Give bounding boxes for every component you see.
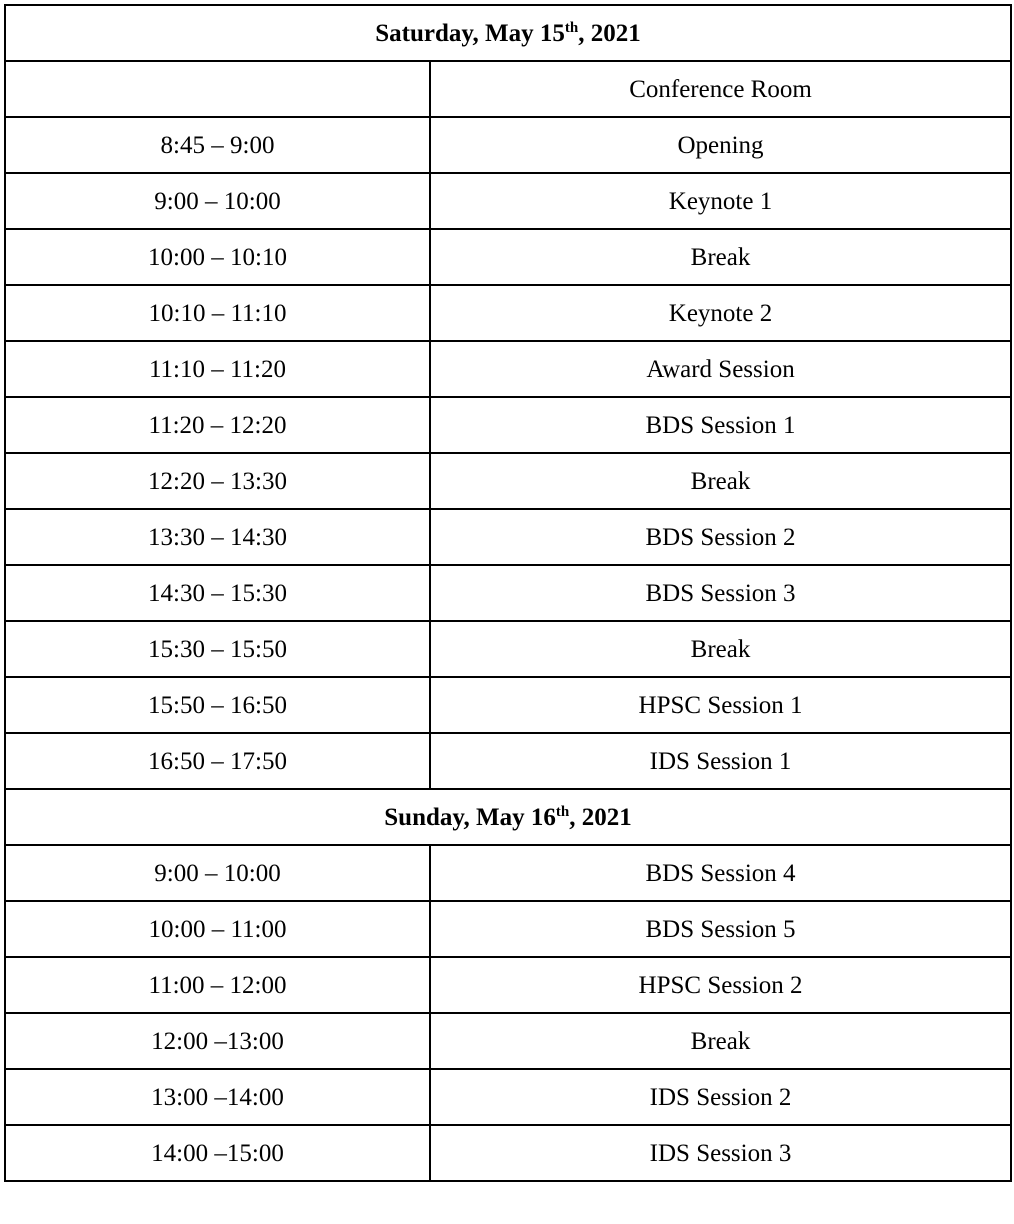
event-cell: Break: [430, 229, 1011, 285]
event-cell: Keynote 2: [430, 285, 1011, 341]
day-header-date: Saturday, May 15: [375, 19, 565, 47]
table-row: [5, 1069, 1011, 1125]
time-cell: 12:20 – 13:30: [5, 453, 430, 509]
time-cell: 10:10 – 11:10: [5, 285, 430, 341]
column-header-room: Conference Room: [430, 61, 1011, 117]
event-cell: Keynote 1: [430, 173, 1011, 229]
event-cell: Break: [430, 1013, 1011, 1069]
time-cell: 9:00 – 10:00: [5, 845, 430, 901]
day-header-row-saturday: [5, 5, 1011, 61]
day-header-row-sunday: [5, 789, 1011, 845]
event-cell: IDS Session 1: [430, 733, 1011, 789]
column-header-row: [5, 61, 1011, 117]
event-cell: IDS Session 2: [430, 1069, 1011, 1125]
event-cell: IDS Session 3: [430, 1125, 1011, 1181]
schedule-table: [4, 4, 1012, 1182]
event-cell: HPSC Session 1: [430, 677, 1011, 733]
day-header-saturday: [5, 5, 1011, 61]
time-cell: 9:00 – 10:00: [5, 173, 430, 229]
table-row: [5, 173, 1011, 229]
time-cell: 11:20 – 12:20: [5, 397, 430, 453]
time-cell: 8:45 – 9:00: [5, 117, 430, 173]
time-cell: 10:00 – 10:10: [5, 229, 430, 285]
event-cell: BDS Session 3: [430, 565, 1011, 621]
table-row: [5, 957, 1011, 1013]
time-cell: 16:50 – 17:50: [5, 733, 430, 789]
table-row: [5, 565, 1011, 621]
day-header-year: , 2021: [569, 803, 632, 831]
table-row: [5, 733, 1011, 789]
event-cell: Award Session: [430, 341, 1011, 397]
time-cell: 13:30 – 14:30: [5, 509, 430, 565]
event-cell: Opening: [430, 117, 1011, 173]
time-cell: 11:10 – 11:20: [5, 341, 430, 397]
time-cell: 15:50 – 16:50: [5, 677, 430, 733]
table-row: [5, 229, 1011, 285]
day-header-year: , 2021: [578, 19, 641, 47]
table-row: [5, 285, 1011, 341]
table-row: [5, 1013, 1011, 1069]
ordinal-suffix: th: [555, 803, 570, 820]
schedule-body: [5, 5, 1011, 1181]
event-cell: Break: [430, 453, 1011, 509]
table-row: [5, 677, 1011, 733]
table-row: [5, 341, 1011, 397]
table-row: [5, 397, 1011, 453]
table-row: [5, 117, 1011, 173]
time-cell: 15:30 – 15:50: [5, 621, 430, 677]
time-cell: 12:00 –13:00: [5, 1013, 430, 1069]
time-cell: 14:00 –15:00: [5, 1125, 430, 1181]
table-row: [5, 901, 1011, 957]
table-row: [5, 1125, 1011, 1181]
event-cell: BDS Session 2: [430, 509, 1011, 565]
time-cell: 11:00 – 12:00: [5, 957, 430, 1013]
column-header-time: [5, 61, 430, 117]
event-cell: BDS Session 5: [430, 901, 1011, 957]
table-row: [5, 509, 1011, 565]
table-row: [5, 621, 1011, 677]
day-header-sunday: [5, 789, 1011, 845]
time-cell: 13:00 –14:00: [5, 1069, 430, 1125]
event-cell: BDS Session 4: [430, 845, 1011, 901]
table-row: [5, 845, 1011, 901]
time-cell: 10:00 – 11:00: [5, 901, 430, 957]
event-cell: HPSC Session 2: [430, 957, 1011, 1013]
time-cell: 14:30 – 15:30: [5, 565, 430, 621]
day-header-date: Sunday, May 16: [384, 803, 556, 831]
table-row: [5, 453, 1011, 509]
ordinal-suffix: th: [564, 19, 579, 36]
event-cell: BDS Session 1: [430, 397, 1011, 453]
event-cell: Break: [430, 621, 1011, 677]
